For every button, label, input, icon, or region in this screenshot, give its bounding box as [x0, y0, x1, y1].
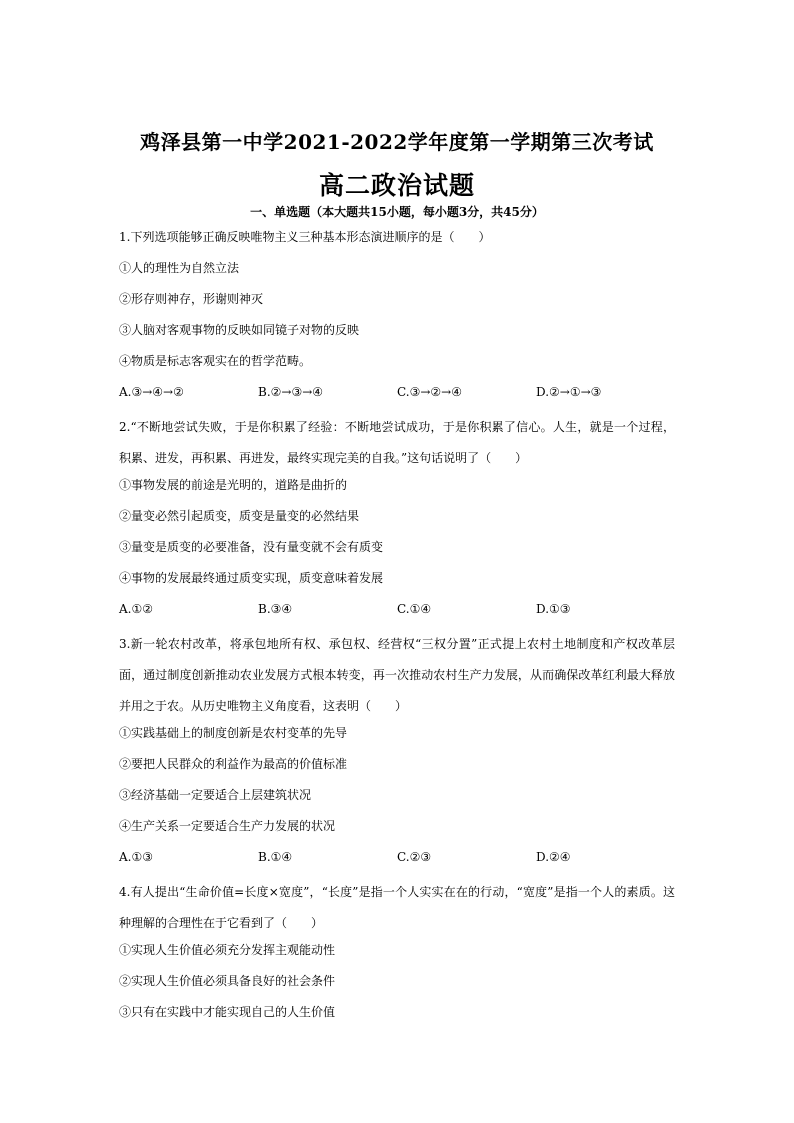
statement-item: ①实现人生价值必须充分发挥主观能动性 — [119, 943, 336, 957]
question-2 — [119, 412, 675, 629]
statement-item: ②实现人生价值必须具备良好的社会条件 — [119, 974, 336, 988]
statement-item: ①事物发展的前途是光明的，道路是曲折的 — [119, 478, 348, 492]
option-b: B.②→③→④ — [258, 385, 324, 399]
section-heading: 一、单选题（本大题共15小题，每小题3分，共45分） — [250, 205, 544, 219]
exam-subtitle: 高二政治试题 — [318, 171, 475, 200]
option-d: D.①③ — [536, 602, 571, 616]
option-a: A.③→④→② — [119, 385, 184, 399]
question-stem: 4.有人提出“生命价值=长度×宽度”，“长度”是指一个人实实在在的行动，“宽度”是指一个人的素质。这种理解的合理性在于它看到了（ ） — [119, 885, 675, 930]
option-c: C.③→②→④ — [397, 385, 462, 399]
statement-item: ①实践基础上的制度创新是农村变革的先导 — [119, 726, 348, 740]
question-stem: 3.新一轮农村改革，将承包地所有权、承包权、经营权“三权分置”正式提上农村土地制度和产权改革层面，通过制度创新推动农业发展方式根本转变，再一次推动农村生产力发展，从而确保改革红利最大释放并用之于农。从历史唯物主义角度看，这表明（ ） — [119, 637, 675, 713]
question-1 — [119, 226, 675, 412]
statement-item: ③量变是质变的必要准备，没有量变就不会有质变 — [119, 540, 384, 554]
statement-item: ②要把人民群众的利益作为最高的价值标准 — [119, 757, 348, 771]
exam-title: 鸡泽县第一中学2021-2022学年度第一学期第三次考试 — [140, 130, 654, 154]
statement-item: ③人脑对客观事物的反映如同镜子对物的反映 — [119, 323, 360, 337]
option-b: B.③④ — [258, 602, 293, 616]
statement-item: ①人的理性为自然立法 — [119, 261, 240, 275]
option-d: D.②④ — [536, 850, 571, 864]
statement-item: ②量变必然引起质变，质变是量变的必然结果 — [119, 509, 360, 523]
question-3 — [119, 629, 675, 877]
statement-item: ③只有在实践中才能实现自己的人生价值 — [119, 1005, 336, 1019]
option-d: D.②→①→③ — [536, 385, 602, 399]
statement-item: ④生产关系一定要适合生产力发展的状况 — [119, 819, 336, 833]
option-a: A.①② — [119, 602, 153, 616]
option-c: C.②③ — [397, 850, 432, 864]
question-list — [119, 226, 675, 1032]
question-stem: 1.下列选项能够正确反映唯物主义三种基本形态演进顺序的是（ ） — [119, 230, 491, 244]
answer-options — [119, 381, 675, 412]
option-a: A.①③ — [119, 850, 153, 864]
statement-item: ④事物的发展最终通过质变实现，质变意味着发展 — [119, 571, 384, 585]
question-stem: 2.“不断地尝试失败，于是你积累了经验：不断地尝试成功，于是你积累了信心。人生，就是一个过程，积累、进发，再积累、再进发，最终实现完美的自我。”这句话说明了（ ） — [119, 420, 675, 465]
answer-options — [119, 846, 675, 877]
statement-item: ②形存则神存，形谢则神灭 — [119, 292, 264, 306]
statement-item: ④物质是标志客观实在的哲学范畴。 — [119, 354, 312, 368]
answer-options — [119, 598, 675, 629]
statement-item: ③经济基础一定要适合上层建筑状况 — [119, 788, 312, 802]
option-b: B.①④ — [258, 850, 293, 864]
option-c: C.①④ — [397, 602, 432, 616]
question-4 — [119, 877, 675, 1032]
